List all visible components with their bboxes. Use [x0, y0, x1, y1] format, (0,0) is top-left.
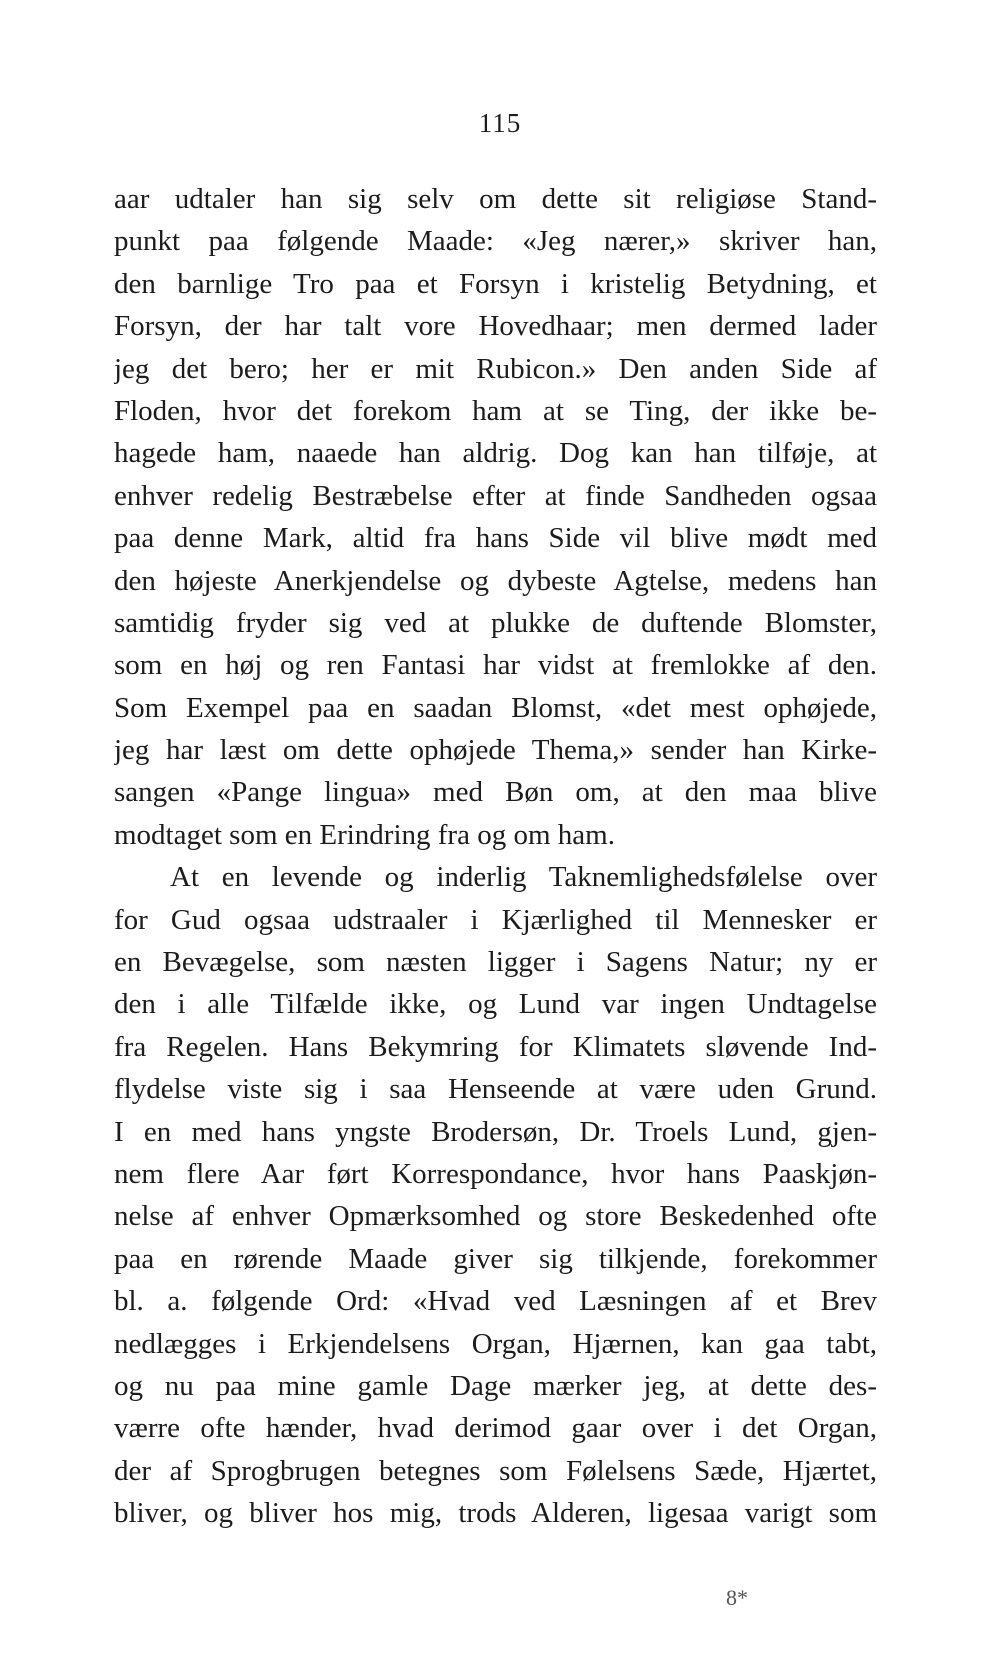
text-line: nelse af enhver Opmærksomhed og store Beskedenhed ofte [114, 1200, 877, 1233]
text-line: sangen «Pange lingua» med Bøn om, at den maa blive [114, 776, 877, 809]
text-line: hagede ham, naaede han aldrig. Dog kan han tilføje, at [114, 437, 877, 470]
text-line: en Bevægelse, som næsten ligger i Sagens Natur; ny er [114, 946, 877, 979]
text-line: jeg det bero; her er mit Rubicon.» Den anden Side af [114, 352, 877, 385]
paragraph-end-line: modtaget som en Erindring fra og om ham. [114, 818, 615, 851]
text-line: flydelse viste sig i saa Henseende at være uden Grund. [114, 1073, 877, 1106]
text-line: Som Exempel paa en saadan Blomst, «det mest ophøjede, [114, 691, 877, 724]
text-line: der af Sprogbrugen betegnes som Følelsens Sæde, Hjærtet, [114, 1454, 877, 1487]
text-line: nem flere Aar ført Korrespondance, hvor hans Paaskjøn- [114, 1157, 877, 1190]
text-line: punkt paa følgende Maade: «Jeg nærer,» skriver han, [114, 225, 877, 258]
text-line: bl. a. følgende Ord: «Hvad ved Læsningen af et Brev [114, 1285, 877, 1318]
text-line: Forsyn, der har talt vore Hovedhaar; men dermed lader [114, 310, 877, 343]
text-line: paa en rørende Maade giver sig tilkjende, forekommer [114, 1242, 877, 1275]
page-number: 115 [478, 108, 522, 138]
text-line: I en med hans yngste Brodersøn, Dr. Troels Lund, gjen- [114, 1115, 877, 1148]
body-text [114, 178, 877, 1535]
text-line: værre ofte hænder, hvad derimod gaar over i det Organ, [114, 1412, 877, 1445]
text-line: nedlægges i Erkjendelsens Organ, Hjærnen, kan gaa tabt, [114, 1327, 877, 1360]
text-line: for Gud ogsaa udstraaler i Kjærlighed til Mennesker er [114, 903, 877, 936]
text-line: Floden, hvor det forekom ham at se Ting, der ikke be- [114, 394, 877, 427]
text-line: som en høj og ren Fantasi har vidst at fremlokke af den. [114, 649, 877, 682]
text-line: samtidig fryder sig ved at plukke de duftende Blomster, [114, 606, 877, 639]
text-line: enhver redelig Bestræbelse efter at finde Sandheden ogsaa [114, 479, 877, 512]
paragraph-start-line: At en levende og inderlig Taknemlighedsfølelse over [170, 861, 877, 894]
text-line: fra Regelen. Hans Bekymring for Klimatets sløvende Ind- [114, 1030, 877, 1063]
text-line: og nu paa mine gamle Dage mærker jeg, at dette des- [114, 1369, 877, 1402]
text-line: paa denne Mark, altid fra hans Side vil blive mødt med [114, 522, 877, 555]
text-line: den barnlige Tro paa et Forsyn i kristelig Betydning, et [114, 267, 877, 300]
text-line: den højeste Anerkjendelse og dybeste Agtelse, medens han [114, 564, 877, 597]
text-line: den i alle Tilfælde ikke, og Lund var ingen Undtagelse [114, 988, 877, 1021]
text-line: aar udtaler han sig selv om dette sit religiøse Stand- [114, 183, 877, 215]
text-line: jeg har læst om dette ophøjede Thema,» sender han Kirke- [114, 734, 877, 767]
signature-mark: 8* [726, 1585, 748, 1610]
text-line: bliver, og bliver hos mig, trods Alderen, ligesaa varigt som [114, 1497, 877, 1530]
